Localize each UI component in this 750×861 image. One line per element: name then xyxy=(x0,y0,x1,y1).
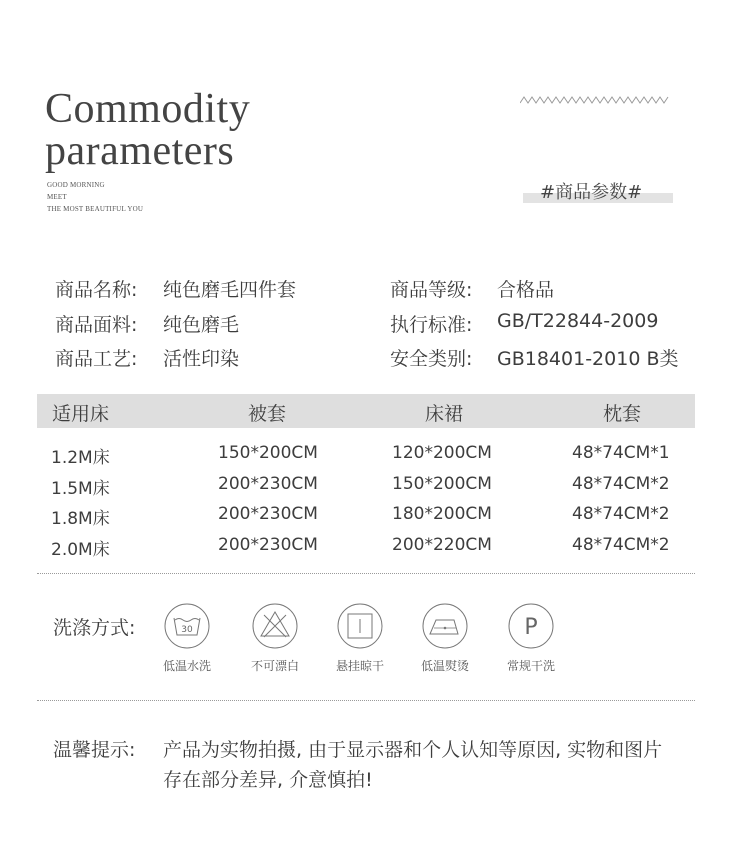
table-cell: 200*230CM xyxy=(218,474,318,494)
dry-clean-letter: P xyxy=(524,615,538,640)
title-line-2: parameters xyxy=(45,128,235,174)
table-cell: 48*74CM*2 xyxy=(572,535,670,555)
tip-text-line-2: 存在部分差异, 介意慎拍! xyxy=(163,769,373,791)
table-cell: 2.0M床 xyxy=(51,540,110,560)
table-cell: 180*200CM xyxy=(392,504,492,524)
tip-label: 温馨提示: xyxy=(53,739,136,761)
table-cell: 48*74CM*2 xyxy=(572,474,670,494)
divider xyxy=(37,573,695,574)
care-label: 洗涤方式: xyxy=(53,617,136,639)
table-cell: 1.8M床 xyxy=(51,509,110,529)
divider xyxy=(37,700,695,701)
table-header-bed: 适用床 xyxy=(52,403,110,425)
param-grade-value: 合格品 xyxy=(497,279,555,301)
subtitle-line-1: GOOD MORNING xyxy=(47,181,105,189)
table-cell: 1.2M床 xyxy=(51,448,110,468)
param-safety-value: GB18401-2010 B类 xyxy=(497,348,679,370)
no-bleach-icon xyxy=(252,603,298,649)
subtitle-line-3: THE MOST BEAUTIFUL YOU xyxy=(47,205,144,213)
param-name-label: 商品名称: xyxy=(55,279,138,301)
care-text-dry: 悬挂晾干 xyxy=(335,659,384,673)
param-fabric-value: 纯色磨毛 xyxy=(163,314,240,336)
param-fabric-label: 商品面料: xyxy=(55,314,138,336)
tip-text xyxy=(163,735,743,795)
hang-dry-icon xyxy=(337,603,383,649)
table-cell: 48*74CM*2 xyxy=(572,504,670,524)
table-cell: 200*230CM xyxy=(218,504,318,524)
care-text-bleach: 不可漂白 xyxy=(250,659,299,673)
dry-clean-p-icon xyxy=(508,603,554,649)
param-standard-label: 执行标准: xyxy=(390,314,473,336)
table-header-duvet: 被套 xyxy=(248,403,287,425)
care-text-wash: 低温水洗 xyxy=(162,659,211,673)
table-cell: 200*230CM xyxy=(218,535,318,555)
table-header-pillowcase: 枕套 xyxy=(603,403,642,425)
param-safety-label: 安全类别: xyxy=(390,348,473,370)
table-cell: 48*74CM*1 xyxy=(572,443,670,463)
table-cell: 1.5M床 xyxy=(51,479,110,499)
care-text-dryclean: 常规干洗 xyxy=(506,659,555,673)
table-cell: 200*220CM xyxy=(392,535,492,555)
section-tag: #商品参数# xyxy=(540,182,643,203)
table-header-bedskirt: 床裙 xyxy=(425,403,464,425)
table-header-bar xyxy=(37,394,695,428)
param-craft-value: 活性印染 xyxy=(163,348,240,370)
low-iron-icon xyxy=(422,603,468,649)
table-cell: 120*200CM xyxy=(392,443,492,463)
tip-text-line-1: 产品为实物拍摄, 由于显示器和个人认知等原因, 实物和图片 xyxy=(163,739,663,761)
table-cell: 150*200CM xyxy=(392,474,492,494)
page-title xyxy=(45,88,250,172)
param-grade-label: 商品等级: xyxy=(390,279,473,301)
param-standard-value: GB/T22844-2009 xyxy=(497,310,659,332)
wash-30-icon xyxy=(164,603,210,649)
subtitle-line-2: MEET xyxy=(47,193,67,201)
table-cell: 150*200CM xyxy=(218,443,318,463)
wash-temp-text: 30 xyxy=(181,625,193,635)
care-text-iron: 低温熨烫 xyxy=(420,659,469,673)
param-name-value: 纯色磨毛四件套 xyxy=(163,279,297,301)
title-line-1: Commodity xyxy=(45,86,251,132)
wave-decoration-icon xyxy=(520,94,670,106)
param-craft-label: 商品工艺: xyxy=(55,348,138,370)
